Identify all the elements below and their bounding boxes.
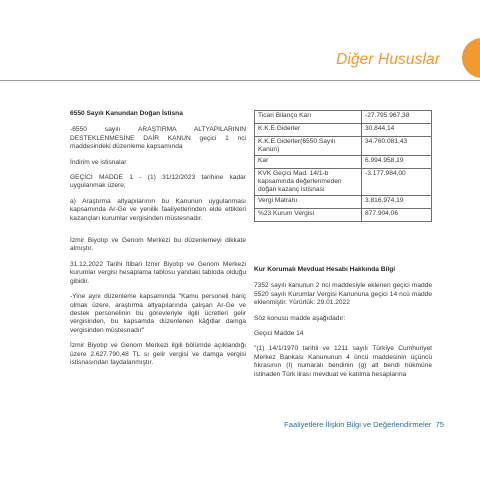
section-tab-marker xyxy=(462,38,480,78)
left-column xyxy=(70,110,246,374)
table-cell-label: Kar xyxy=(255,156,362,169)
paragraph: Geçici Madde 14 xyxy=(254,330,304,338)
paragraph: -Yine aynı düzenleme kapsamında "Kamu personeli hariç olmak üzere, araştırma altyapılarında çalışan Ar-Ge ve destek personelinin bu görevleriyle ilgili ücretleri gelir vergisinden, bu kapsamda düzenlenen kâğıtlar damga vergisinden müstesnadır" xyxy=(70,293,246,334)
table-cell-label: K.K.E.Giderler xyxy=(255,124,362,137)
table-cell-label: K.K.E.Giderler(6550 Sayılı Kanun) xyxy=(255,137,362,156)
table-row xyxy=(255,156,432,169)
paragraph: İndirim ve istisnalar xyxy=(70,158,127,166)
paragraph: 31.12.2022 Tarihi İtibari İzmir Biyotıp ve Genom Merkezi kurumlar vergisi hesaplama tablosu yandaki tabloda olduğu gibidir. xyxy=(70,260,246,285)
table-row xyxy=(255,196,432,209)
table-cell-value: 3.816.974,19 xyxy=(362,196,432,209)
table-row xyxy=(255,111,432,124)
table-cell-label: KVK Geçici Mad. 14/1-b kapsamında değerlenmeden doğan kazanç istisnası xyxy=(255,169,362,196)
paragraph: İzmir Biyotıp ve Genom Merkezi bu düzenlemeyi dikkate almıştır. xyxy=(70,237,246,253)
section-heading-kur-korumali: Kur Korumalı Mevduat Hesabı Hakkında Bilgi xyxy=(254,266,396,273)
corporate-tax-table xyxy=(254,110,432,222)
section-heading-6550: 6550 Sayılı Kanundan Doğan İstisna xyxy=(70,110,183,117)
paragraph: GEÇİCİ MADDE 1 - (1) 31/12/2023 tarihine kadar uygulanmak üzere; xyxy=(70,174,246,190)
table-cell-value: 34.760.081,43 xyxy=(362,137,432,156)
table-cell-value: -3.177.984,00 xyxy=(362,169,432,196)
paragraph: -6550 sayılı ARAŞTIRMA ALTYAPILARININ DESTEKLENMESİNE DAİR KANUN geçici 1 nci maddesindeki düzenleme kapsamında xyxy=(70,126,246,151)
paragraph: a) Araştırma altyapılarının bu Kanunun uygulanması kapsamında Ar-Ge ve yenilik faaliyetlerinden elde ettikleri kazançları kurumlar vergisinden müstesnadır. xyxy=(70,197,246,222)
paragraph: "(1) 14/1/1970 tarihli ve 1211 sayılı Türkiye Cumhuriyet Merkez Bankası Kanununun 4 üncü maddesinin üçüncü fıkrasının (I) numaralı bendinin (g) alt bendi hükmüne istinaden Türk lirası mevduat ve katılma hesaplarına xyxy=(254,345,432,378)
paragraph: İzmir Biyotıp ve Genom Merkezi ilgili bölümde açıklandığı üzere 2.627.790,48 TL sı gelir vergisi ve damga vergisi istisnasından faydalanmıştır. xyxy=(70,342,246,366)
table-cell-value: 6.994.958,19 xyxy=(362,156,432,169)
table-row xyxy=(255,209,432,222)
table-row xyxy=(255,137,432,156)
table-row xyxy=(255,169,432,196)
footer-section-title: Faaliyetlere İlişkin Bilgi ve Değerlendirmeler xyxy=(284,420,432,429)
table-cell-label: Vergi Matrahı xyxy=(255,196,362,209)
table-cell-value: -27.795.967,38 xyxy=(362,111,432,124)
paragraph: 7352 sayılı kanunun 2 nci maddesiyle eklenen geçici madde 5520 sayılı Kurumlar Vergisi Kanununa geçici 14 ncü madde eklenmiştir. Yürürlük: 29.01.2022 xyxy=(254,282,432,307)
paragraph: Söz konusu madde aşağıdadır: xyxy=(254,314,346,322)
header-divider xyxy=(0,80,480,81)
table-cell-value: 877.904,06 xyxy=(362,209,432,222)
table-row xyxy=(255,124,432,137)
page-header-title: Diğer Hususlar xyxy=(336,51,440,68)
page-footer xyxy=(284,420,444,429)
table-cell-label: %23 Kurum Vergisi xyxy=(255,209,362,222)
table-cell-value: 30.844,14 xyxy=(362,124,432,137)
right-column xyxy=(254,266,432,386)
page-number: 75 xyxy=(435,420,444,429)
table-cell-label: Ticari Bilanço Karı xyxy=(255,111,362,124)
